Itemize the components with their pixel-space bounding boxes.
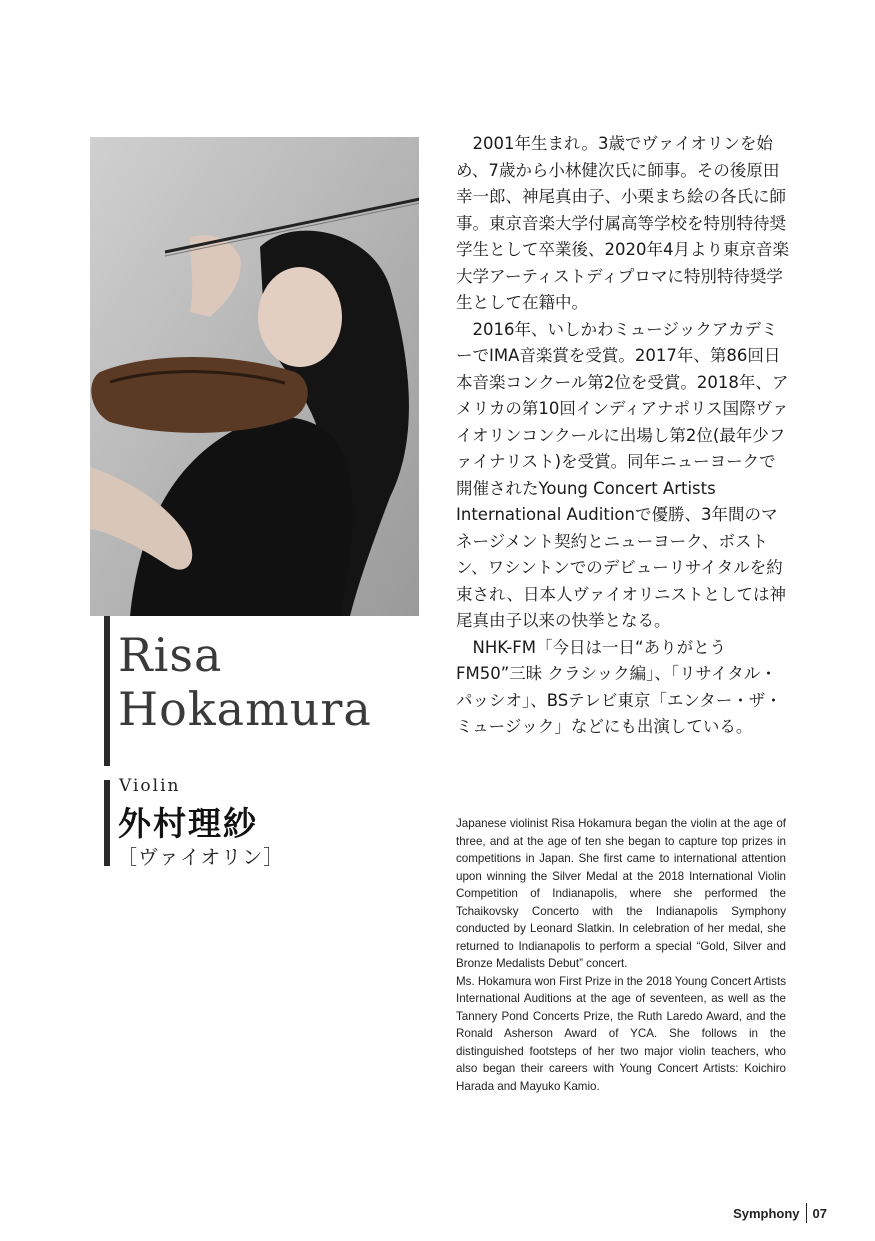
artist-first-name: Risa [118, 628, 223, 682]
artist-name-en [118, 628, 372, 736]
footer-divider [806, 1203, 807, 1223]
violinist-portrait-image [90, 137, 419, 616]
biography-japanese [456, 131, 791, 741]
artist-last-name: Hokamura [118, 682, 372, 736]
bio-ja-paragraph: 2016年、いしかわミュージックアカデミーでIMA音楽賞を受賞。2017年、第86回日本音楽コンクール第2位を受賞。2018年、アメリカの第10回インディアナポリス国際ヴァイオリンコンクールに出場し第2位(最年少ファイナリスト)を受賞。同年ニューヨークで開催されたYoung Concert Artists International Auditionで優勝、3年間のマネージメント契約とニューヨーク、ボストン、ワシントンでのデビューリサイタルを約束され、日本人ヴァイオリニストとしては神尾真由子以来の快挙となる。 [456, 319, 789, 630]
bio-en-paragraph: Ms. Hokamura won First Prize in the 2018 Young Concert Artists International Auditions at the age of seventeen, as well as the Tannery Pond Concerts Prize, the Ruth Laredo Award, and the Ronald Asherson Award of YCA. She follows in the distinguished footsteps of her two major violin teachers, who also began their careers with Young Concert Artists: Koichiro Harada and Mayuko Kamio. [456, 974, 786, 1093]
accent-bar [104, 616, 110, 766]
accent-bar-secondary [104, 780, 110, 866]
page-footer [733, 1203, 827, 1223]
publication-name: Symphony [733, 1205, 800, 1221]
artist-name-ja: 外村理紗 [118, 804, 258, 843]
biography-english [456, 815, 786, 1095]
instrument-label-en: Violin [119, 776, 181, 796]
bio-ja-paragraph: NHK-FM「今日は一日“ありがとうFM50”三昧 クラシック編」、「リサイタル・パッシオ」、BSテレビ東京「エンター・ザ・ミュージック」などにも出演している。 [456, 637, 782, 736]
page-number: 07 [812, 1205, 827, 1221]
portrait-photo [90, 137, 419, 616]
bio-ja-paragraph: 2001年生まれ。3歳でヴァイオリンを始め、7歳から小林健次氏に師事。その後原田幸一郎、神尾真由子、小栗まち絵の各氏に師事。東京音楽大学付属高等学校を特別特待奨学生として卒業後、2020年4月より東京音楽大学アーティストディプロマに特別特待奨学生として在籍中。 [456, 134, 789, 312]
bio-en-paragraph: Japanese violinist Risa Hokamura began the violin at the age of three, and at the age of ten she began to capture top prizes in competitions in Japan. She first came to international attention upon winning the Silver Medal at the 2018 International Violin Competition of Indianapolis, where she performed the Tchaikovsky Concerto with the Indianapolis Symphony conducted by Leonard Slatkin. In celebration of her medal, she returned to Indianapolis to perform a special “Gold, Silver and Bronze Medalists Debut” concert. [456, 817, 786, 970]
instrument-label-ja: ［ヴァイオリン］ [117, 845, 285, 869]
